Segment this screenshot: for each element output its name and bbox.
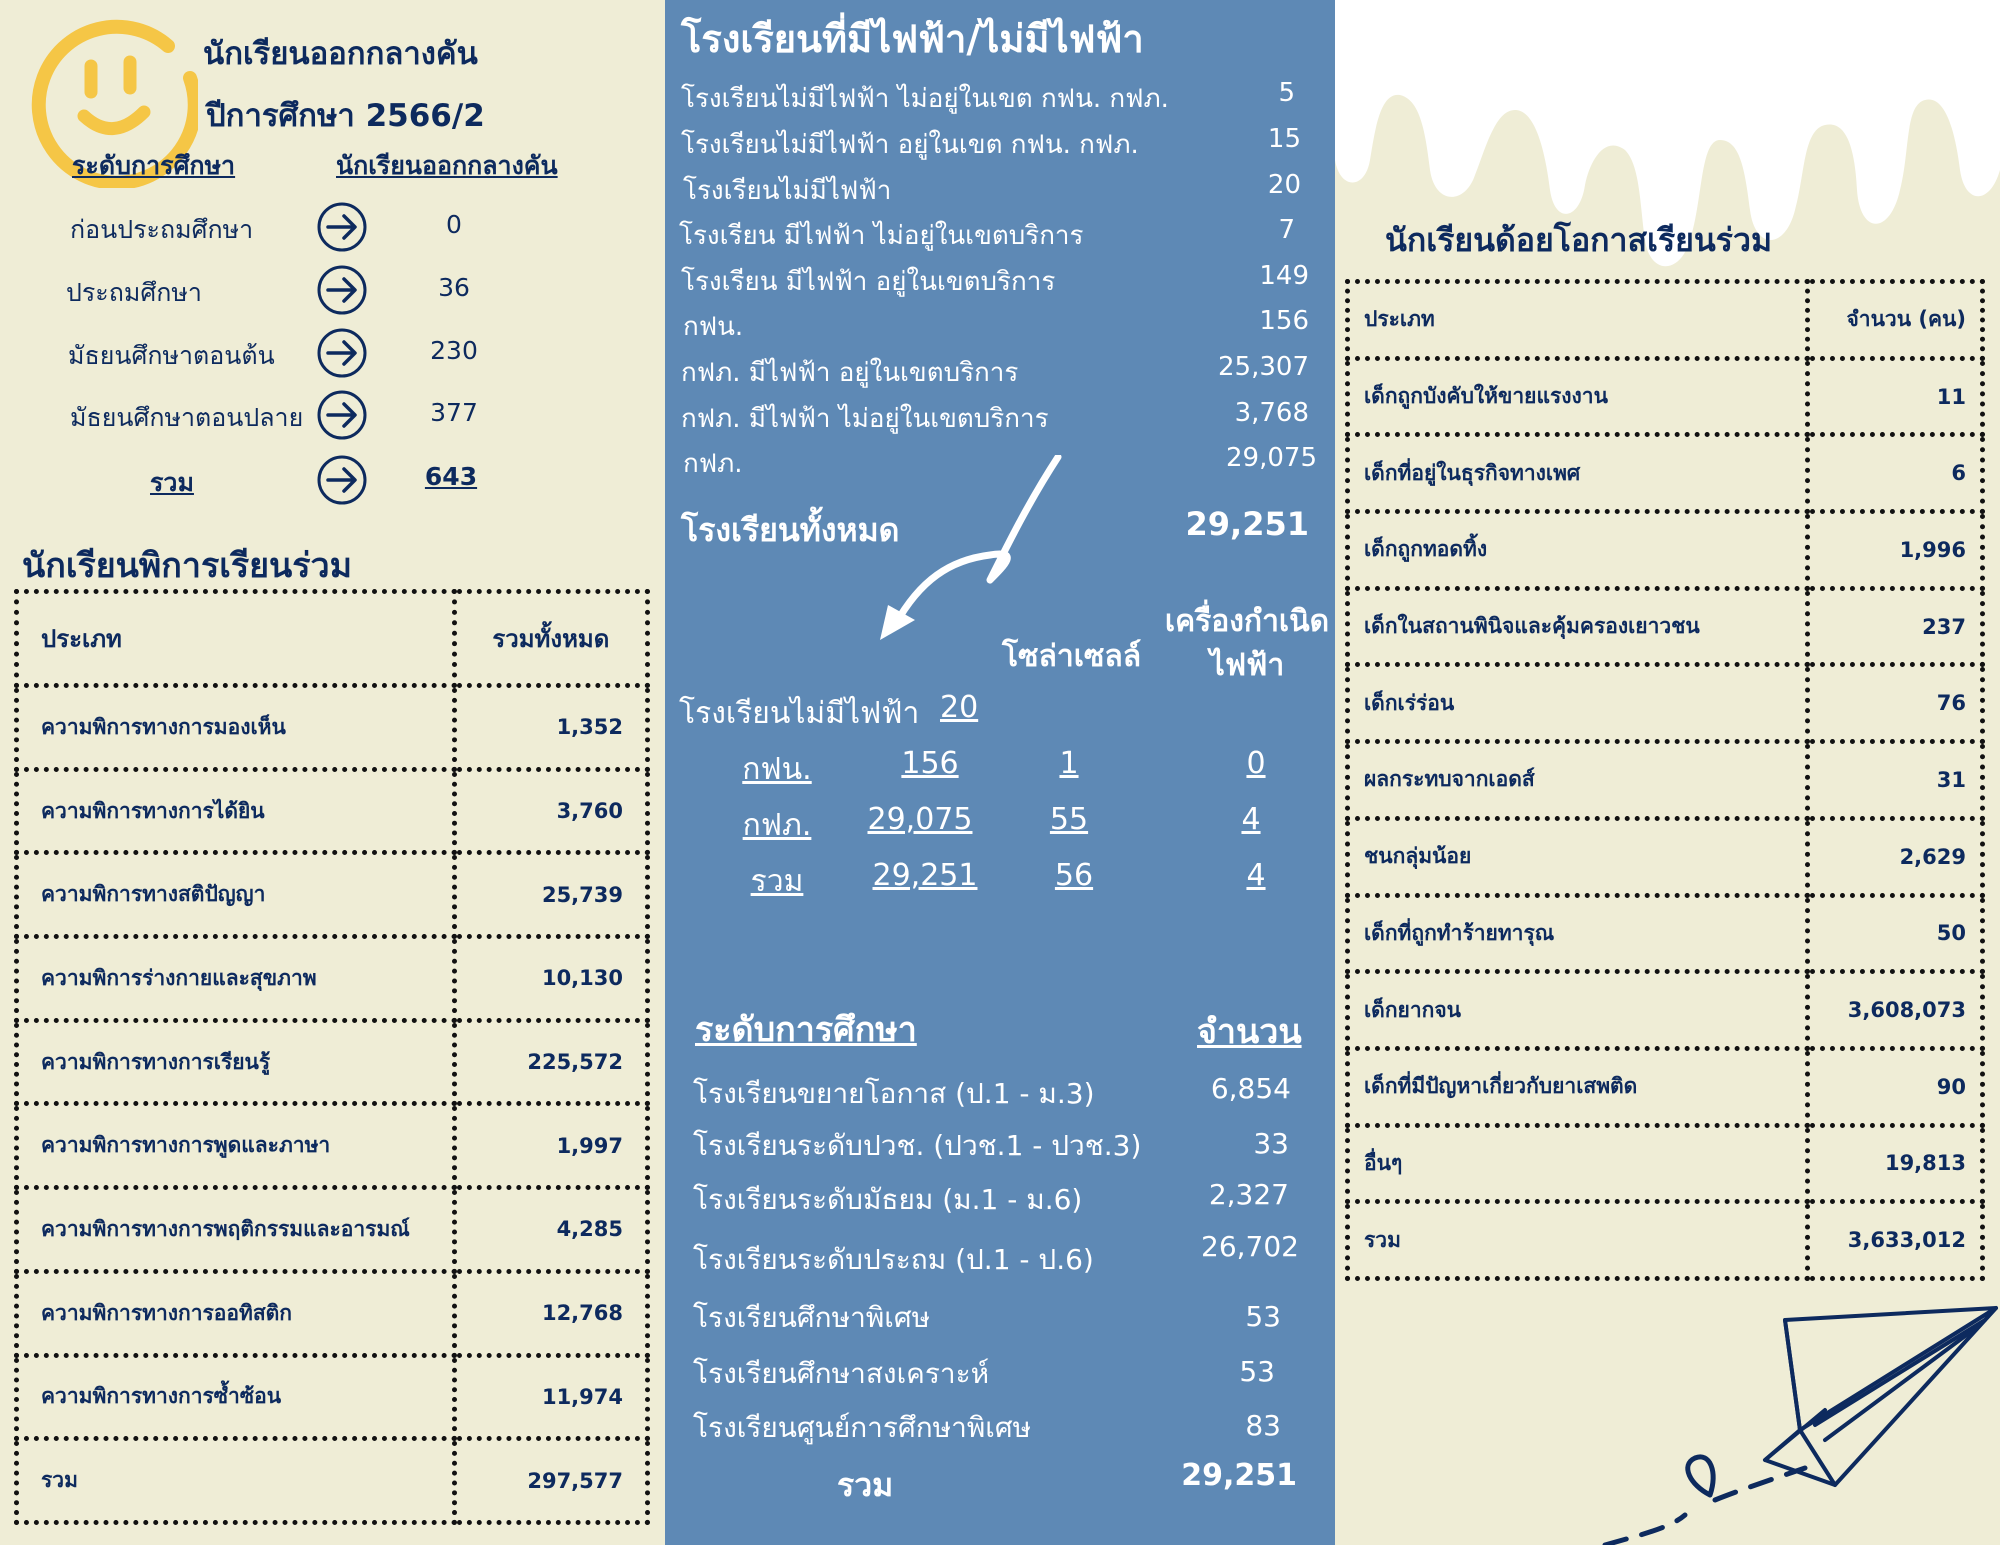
dropout-title: นักเรียนออกกลางคัน <box>203 36 478 72</box>
arrow-right-circle-icon <box>317 328 367 378</box>
no-electricity-label: โรงเรียนไม่มีไฟฟ้า <box>679 696 920 731</box>
electric-row-value: 149 <box>1259 261 1309 291</box>
col-count-header: จำนวน (คน) <box>1808 282 1983 359</box>
electric-row-value: 3,768 <box>1234 398 1309 428</box>
school-level-total-value: 29,251 <box>1181 1458 1297 1493</box>
disability-total-label: รวม <box>17 1439 455 1523</box>
dropout-total-value: 643 <box>424 462 478 491</box>
dropout-row-label: ประถมศึกษา <box>66 278 202 307</box>
dropout-row-label: ก่อนประถมศึกษา <box>70 215 254 244</box>
solar-row-solar: 55 <box>1049 802 1089 837</box>
dropout-row-label: มัธยนศึกษาตอนต้น <box>68 341 275 370</box>
disadvantaged-count: 90 <box>1808 1048 1983 1125</box>
arrow-right-circle-icon <box>317 202 367 252</box>
table-row <box>17 937 648 1021</box>
school-level-label: โรงเรียนระดับปวช. (ปวช.1 - ปวช.3) <box>693 1129 1142 1162</box>
table-row <box>17 1271 648 1355</box>
table-row <box>1348 588 1983 665</box>
solar-row-generator: 4 <box>1241 802 1261 837</box>
solar-row-generator: 0 <box>1246 746 1266 781</box>
all-schools-label: โรงเรียนทั้งหมด <box>681 511 900 549</box>
dropout-row-value: 230 <box>430 336 478 365</box>
school-level-label: โรงเรียนศูนย์การศึกษาพิเศษ <box>693 1411 1032 1444</box>
solar-row-total: 156 <box>901 746 959 781</box>
solar-header: โซล่าเซลล์ <box>1002 639 1142 674</box>
table-row <box>17 853 648 937</box>
disability-type: ความพิการทางการออทิสติก <box>17 1271 455 1355</box>
electric-row-label: กฟภ. มีไฟฟ้า ไม่อยู่ในเขตบริการ <box>681 404 1049 434</box>
table-row <box>1348 818 1983 895</box>
disadvantaged-total-label: รวม <box>1348 1202 1808 1279</box>
disability-count: 4,285 <box>454 1188 647 1272</box>
dropout-row-label: มัธยนศึกษาตอนปลาย <box>70 403 304 432</box>
table-row <box>1348 512 1983 589</box>
table-row <box>1348 435 1983 512</box>
electric-row-label: กฟน. <box>683 312 744 342</box>
electric-row-value: 7 <box>1278 215 1295 245</box>
solar-row-solar: 56 <box>1054 858 1094 893</box>
school-level-value: 2,327 <box>1208 1178 1289 1211</box>
disadvantaged-count: 11 <box>1808 358 1983 435</box>
level-header: ระดับการศึกษา <box>72 151 236 180</box>
table-row <box>17 1104 648 1188</box>
solar-row-total: 29,075 <box>867 802 973 837</box>
curved-arrow-icon <box>860 455 1150 645</box>
electric-row-value: 25,307 <box>1218 352 1309 382</box>
disadvantaged-count: 6 <box>1808 435 1983 512</box>
dropout-row-value: 377 <box>430 398 478 427</box>
school-level-value: 6,854 <box>1210 1072 1291 1105</box>
electric-row-label: กฟภ. <box>683 449 743 479</box>
electric-row-value: 29,075 <box>1226 443 1317 473</box>
table-row <box>1348 358 1983 435</box>
solar-row-solar: 1 <box>1059 746 1079 781</box>
disabled-students-table <box>14 589 650 1525</box>
electric-row-value: 20 <box>1267 170 1301 200</box>
disadvantaged-count: 76 <box>1808 665 1983 742</box>
table-row <box>17 769 648 853</box>
electric-row-label: โรงเรียนไม่มีไฟฟ้า ไม่อยู่ในเขต กฟน. กฟภ. <box>681 84 1169 114</box>
electric-row-label: กฟภ. มีไฟฟ้า อยู่ในเขตบริการ <box>681 358 1019 388</box>
disability-count: 12,768 <box>454 1271 647 1355</box>
school-level-value: 26,702 <box>1201 1230 1299 1263</box>
table-row <box>1348 1048 1983 1125</box>
arrow-right-circle-icon <box>317 265 367 315</box>
disability-type: ความพิการทางการซ้ำซ้อน <box>17 1355 455 1439</box>
disability-type: ความพิการทางการพูดและภาษา <box>17 1104 455 1188</box>
electric-row-label: โรงเรียน มีไฟฟ้า อยู่ในเขตบริการ <box>681 267 1056 297</box>
disadvantaged-type: เด็กเร่ร่อน <box>1348 665 1808 742</box>
school-level-value: 83 <box>1245 1409 1281 1442</box>
disability-total-value: 297,577 <box>454 1439 647 1523</box>
table-row <box>17 1188 648 1272</box>
disadvantaged-type: ชนกลุ่มน้อย <box>1348 818 1808 895</box>
electric-row-label: โรงเรียนไม่มีไฟฟ้า อยู่ในเขต กฟน. กฟภ. <box>681 130 1139 160</box>
electric-row-value: 5 <box>1278 78 1295 108</box>
generator-header-line1: เครื่องกำเนิด <box>1164 604 1330 639</box>
arrow-right-circle-icon <box>317 455 367 505</box>
electric-row-value: 15 <box>1267 124 1301 154</box>
school-level-value: 33 <box>1253 1127 1289 1160</box>
school-level-header: ระดับการศึกษา <box>695 1010 917 1050</box>
disadvantaged-type: เด็กที่ถูกทำร้ายทารุณ <box>1348 895 1808 972</box>
school-level-label: โรงเรียนขยายโอกาส (ป.1 - ม.3) <box>693 1077 1095 1110</box>
academic-year: ปีการศึกษา 2566/2 <box>206 98 485 134</box>
school-count-header: จำนวน <box>1197 1012 1302 1052</box>
disadvantaged-title: นักเรียนด้อยโอกาสเรียนร่วม <box>1385 221 1773 259</box>
all-schools-value: 29,251 <box>1185 505 1309 543</box>
disadvantaged-type: เด็กในสถานพินิจและคุ้มครองเยาวชน <box>1348 588 1808 665</box>
disadvantaged-count: 1,996 <box>1808 512 1983 589</box>
disadvantaged-table <box>1345 279 1985 1281</box>
electric-row-label: โรงเรียน มีไฟฟ้า ไม่อยู่ในเขตบริการ <box>679 221 1084 251</box>
disadvantaged-type: เด็กยากจน <box>1348 972 1808 1049</box>
solar-row-label: กฟน. <box>742 752 812 787</box>
table-row <box>1348 895 1983 972</box>
school-level-value: 53 <box>1245 1300 1281 1333</box>
disability-type: ความพิการทางสติปัญญา <box>17 853 455 937</box>
col-type-header: ประเภท <box>17 592 455 686</box>
school-level-label: โรงเรียนระดับมัธยม (ม.1 - ม.6) <box>693 1183 1083 1216</box>
dropout-row-value: 36 <box>438 273 470 302</box>
table-row <box>1348 742 1983 819</box>
school-level-label: โรงเรียนศึกษาพิเศษ <box>693 1301 931 1334</box>
paper-plane-icon <box>1600 1300 2000 1545</box>
disadvantaged-count: 237 <box>1808 588 1983 665</box>
electric-row-value: 156 <box>1259 306 1309 336</box>
disadvantaged-type: เด็กที่อยู่ในธุรกิจทางเพศ <box>1348 435 1808 512</box>
dropout-row-value: 0 <box>446 210 462 239</box>
table-row <box>1348 1125 1983 1202</box>
table-row <box>17 686 648 770</box>
table-total-row <box>17 1439 648 1523</box>
disability-count: 11,974 <box>454 1355 647 1439</box>
disadvantaged-total-value: 3,633,012 <box>1808 1202 1983 1279</box>
disabled-students-title: นักเรียนพิการเรียนร่วม <box>22 546 353 586</box>
table-row <box>17 1355 648 1439</box>
table-row <box>17 1020 648 1104</box>
disability-count: 225,572 <box>454 1020 647 1104</box>
disadvantaged-type: อื่นๆ <box>1348 1125 1808 1202</box>
table-total-row <box>1348 1202 1983 1279</box>
disadvantaged-count: 19,813 <box>1808 1125 1983 1202</box>
school-level-label: โรงเรียนระดับประถม (ป.1 - ป.6) <box>693 1243 1094 1276</box>
disadvantaged-type: ผลกระทบจากเอดส์ <box>1348 742 1808 819</box>
table-header-row <box>17 592 648 686</box>
table-row <box>1348 665 1983 742</box>
arrow-right-circle-icon <box>317 390 367 440</box>
table-header-row <box>1348 282 1983 359</box>
col-type-header: ประเภท <box>1348 282 1808 359</box>
solar-row-label: กฟภ. <box>742 808 812 843</box>
disadvantaged-count: 2,629 <box>1808 818 1983 895</box>
disadvantaged-type: เด็กถูกทอดทิ้ง <box>1348 512 1808 589</box>
disability-count: 3,760 <box>454 769 647 853</box>
school-level-value: 53 <box>1239 1355 1275 1388</box>
disadvantaged-count: 50 <box>1808 895 1983 972</box>
disability-count: 25,739 <box>454 853 647 937</box>
generator-header-line2: ไฟฟ้า <box>1209 648 1285 683</box>
electricity-title: โรงเรียนที่มีไฟฟ้า/ไม่มีไฟฟ้า <box>681 17 1144 61</box>
dropout-total-label: รวม <box>150 468 194 497</box>
disadvantaged-type: เด็กถูกบังคับให้ขายแรงงาน <box>1348 358 1808 435</box>
electricity-panel <box>665 0 1335 1545</box>
table-row <box>1348 972 1983 1049</box>
col-total-header: รวมทั้งหมด <box>454 592 647 686</box>
disadvantaged-count: 31 <box>1808 742 1983 819</box>
disability-count: 1,352 <box>454 686 647 770</box>
disadvantaged-type: เด็กที่มีปัญหาเกี่ยวกับยาเสพติด <box>1348 1048 1808 1125</box>
disability-type: ความพิการทางการได้ยิน <box>17 769 455 853</box>
disability-count: 1,997 <box>454 1104 647 1188</box>
disability-type: ความพิการทางการพฤติกรรมและอารมณ์ <box>17 1188 455 1272</box>
electric-row-label: โรงเรียนไม่มีไฟฟ้า <box>683 176 892 206</box>
disability-type: ความพิการร่างกายและสุขภาพ <box>17 937 455 1021</box>
disadvantaged-count: 3,608,073 <box>1808 972 1983 1049</box>
disability-type: ความพิการทางการมองเห็น <box>17 686 455 770</box>
solar-row-generator: 4 <box>1246 858 1266 893</box>
no-electricity-value: 20 <box>940 690 979 725</box>
school-level-total-label: รวม <box>837 1466 894 1504</box>
dropout-header: นักเรียนออกกลางคัน <box>336 151 558 180</box>
disability-count: 10,130 <box>454 937 647 1021</box>
school-level-label: โรงเรียนศึกษาสงเคราะห์ <box>693 1357 990 1390</box>
disability-type: ความพิการทางการเรียนรู้ <box>17 1020 455 1104</box>
solar-row-label: รวม <box>750 864 804 899</box>
solar-row-total: 29,251 <box>872 858 978 893</box>
